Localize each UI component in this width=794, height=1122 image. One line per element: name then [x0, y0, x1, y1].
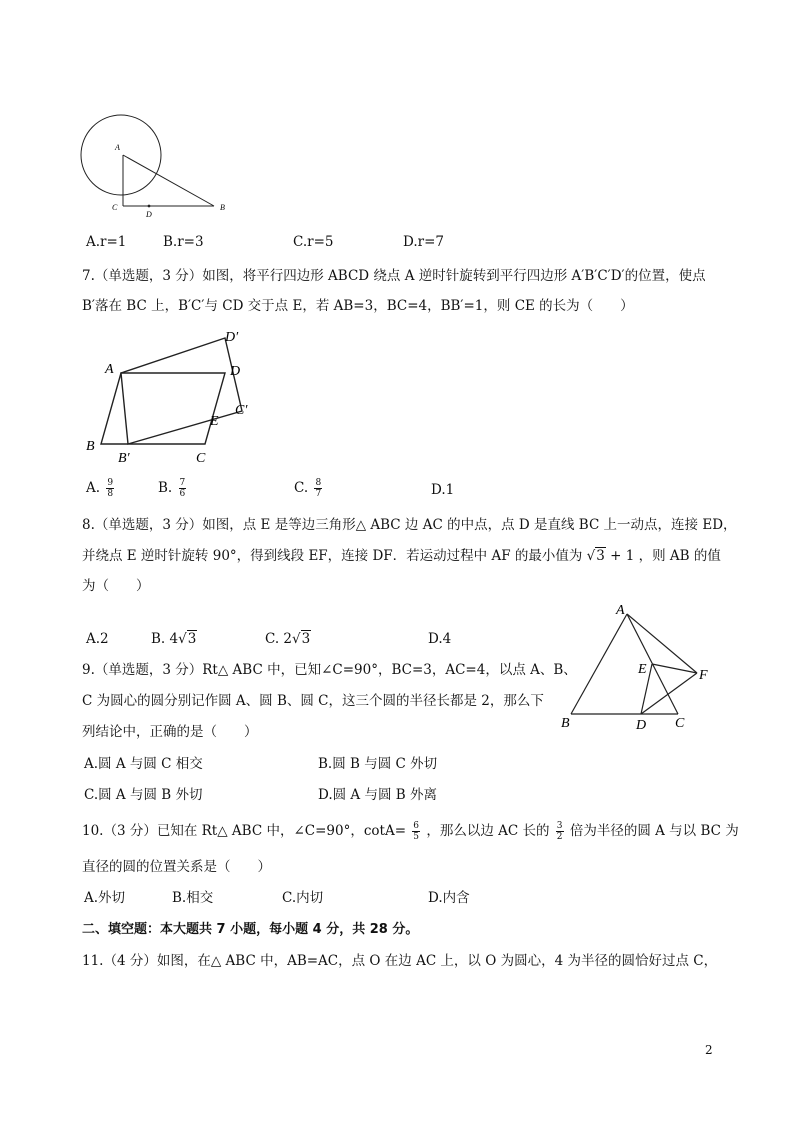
q9-option-a[interactable]: A.圆 A 与圆 C 相交 [84, 756, 203, 772]
q8-option-d[interactable]: D.4 [428, 631, 452, 647]
q7-label-c: C [196, 451, 206, 466]
q10-option-d[interactable]: D.内含 [428, 890, 470, 906]
q8-segment-ef [652, 664, 697, 673]
q6-label-b: B [220, 203, 225, 212]
q6-label-a: A [115, 143, 120, 152]
q6-segment-ab [123, 155, 214, 206]
q8-label-e: E [638, 662, 647, 677]
q7-option-b-prefix: B. [158, 480, 173, 496]
q8-option-c-sqrt: √3 [292, 631, 311, 647]
q8-label-c: C [675, 716, 685, 731]
q10-option-a[interactable]: A.外切 [84, 890, 126, 906]
q9-stem-line3: 列结论中，正确的是（ ） [82, 724, 258, 740]
q9-option-c[interactable]: C.圆 A 与圆 B 外切 [84, 787, 203, 803]
q8-label-f: F [699, 668, 708, 683]
q8-sqrt-expression: √3 [586, 548, 605, 564]
page-number: 2 [705, 1043, 713, 1057]
q7-label-bprime: B′ [118, 451, 130, 466]
q7-option-c-prefix: C. [294, 480, 309, 496]
q6-label-c: C [112, 203, 118, 212]
q7-option-d[interactable]: D.1 [431, 482, 455, 498]
q9-stem-line1: 9.（单选题，3 分）Rt△ ABC 中，已知∠C=90°，BC=3，AC=4，以点 A、B、 [82, 662, 577, 678]
q9-option-b[interactable]: B.圆 B 与圆 C 外切 [318, 756, 438, 772]
q7-label-d: D [230, 364, 241, 379]
q8-stem-line2-text: 并绕点 E 逆时针旋转 90°，得到线段 EF，连接 DF．若运动过程中 AF 的最小值为 [82, 548, 583, 564]
q8-label-b: B [561, 716, 570, 731]
q10-stem-line1 [82, 821, 739, 842]
q10-stem-part3: 倍为半径的圆 A 与以 BC 为 [569, 823, 739, 839]
q8-segment-df [641, 673, 697, 714]
q6-circle [81, 115, 161, 195]
q7-option-c-fraction: $\frac{8}{7}$ [315, 478, 322, 499]
q8-option-b[interactable] [151, 630, 197, 648]
q6-option-d[interactable]: D.r=7 [403, 234, 444, 250]
q7-option-b[interactable] [158, 478, 188, 499]
q8-option-c[interactable] [265, 630, 311, 648]
q8-stem-line2-end: ，则 AB 的值 [638, 548, 721, 564]
q9-option-d[interactable]: D.圆 A 与圆 B 外离 [318, 787, 437, 803]
q8-stem-line3: 为（ ） [82, 578, 150, 594]
q6-label-d: D [146, 210, 152, 219]
q8-option-b-sqrt: √3 [178, 631, 197, 647]
q7-parallelogram-rotated [121, 338, 242, 444]
q9-stem-line2: C 为圆心的圆分别记作圆 A、圆 B、圆 C，这三个圆的半径长都是 2，那么下 [82, 693, 544, 709]
q8-label-a: A [616, 603, 625, 618]
q8-option-c-prefix: C. 2 [265, 631, 293, 647]
q6-point-d [148, 205, 151, 208]
q10-option-c[interactable]: C.内切 [282, 890, 324, 906]
q6-figure [80, 110, 250, 220]
q7-label-a: A [105, 362, 114, 377]
q7-label-cprime: C′ [235, 403, 248, 418]
q7-option-b-fraction: $\frac{7}{6}$ [179, 478, 186, 499]
q8-stem-line1: 8.（单选题，3 分）如图，点 E 是等边三角形△ ABC 边 AC 的中点，点 D 是直线 BC 上一动点，连接 ED， [82, 517, 737, 533]
q7-stem-line2: B′落在 BC 上，B′C′与 CD 交于点 E，若 AB=3，BC=4，BB′=1，则 CE 的长为（ ） [82, 298, 634, 314]
q8-option-a[interactable]: A.2 [86, 631, 109, 647]
section-heading-fill-in: 二、填空题：本大题共 7 小题，每小题 4 分，共 28 分。 [82, 922, 419, 937]
q7-stem-line1: 7.（单选题，3 分）如图，将平行四边形 ABCD 绕点 A 逆时针旋转到平行四边形 A′B′C′D′的位置，使点 [82, 268, 706, 284]
q8-figure [555, 600, 725, 735]
q10-multiplier-fraction: $\frac{3}{2}$ [556, 821, 563, 842]
q10-option-b[interactable]: B.相交 [172, 890, 214, 906]
q7-label-e: E [210, 414, 219, 429]
q7-option-c[interactable] [294, 478, 324, 499]
q7-figure [80, 322, 270, 467]
q7-option-a-fraction: $\frac{9}{8}$ [107, 478, 114, 499]
q8-option-b-prefix: B. 4 [151, 631, 179, 647]
q8-label-d: D [636, 718, 647, 733]
q8-sqrt-suffix: + 1 [605, 548, 635, 564]
q10-cot-fraction: $\frac{6}{5}$ [413, 821, 420, 842]
q6-option-a[interactable]: A.r=1 [86, 234, 127, 250]
q6-option-b[interactable]: B.r=3 [163, 234, 204, 250]
q8-segment-ab [571, 614, 627, 714]
q10-stem-line2: 直径的圆的位置关系是（ ） [82, 859, 271, 875]
q7-label-b: B [86, 439, 95, 454]
q8-stem-line2 [82, 547, 721, 565]
q11-stem-line1: 11.（4 分）如图，在△ ABC 中，AB=AC，点 O 在边 AC 上，以 O 为圆心，4 为半径的圆恰好过点 C， [82, 953, 718, 969]
q10-stem-part1: 10.（3 分）已知在 Rt△ ABC 中，∠C=90°，cotA= [82, 823, 406, 839]
q7-option-a[interactable] [86, 478, 116, 499]
q7-option-a-prefix: A. [86, 480, 101, 496]
q7-label-dprime: D′ [225, 330, 239, 345]
q10-stem-part2: ，那么以边 AC 长的 [426, 823, 550, 839]
q6-option-c[interactable]: C.r=5 [293, 234, 334, 250]
